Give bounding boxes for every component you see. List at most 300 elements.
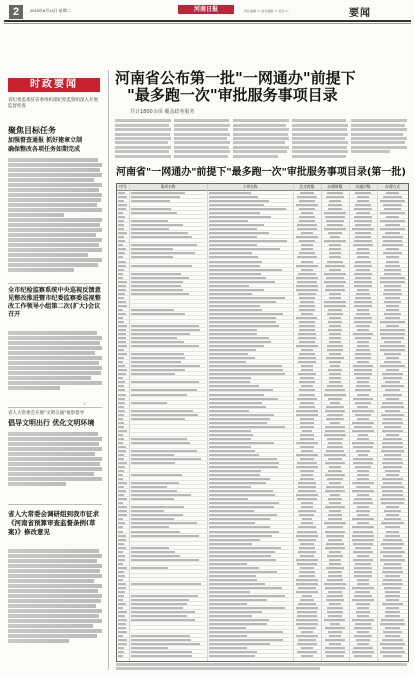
table-cell [354, 595, 371, 597]
table-cell [383, 539, 403, 541]
table-cell [354, 321, 372, 323]
table-cell [209, 450, 255, 452]
table-cell [296, 410, 318, 412]
column-separator [108, 70, 109, 670]
table-cell [209, 563, 247, 565]
table-cell [209, 353, 248, 355]
table-cell [118, 228, 124, 230]
table-cell [325, 474, 344, 476]
table-cell [118, 543, 124, 545]
table-cell [209, 212, 260, 214]
table-cell [299, 406, 315, 408]
table-cell [329, 381, 341, 383]
table-cell [131, 394, 187, 396]
table-cell [383, 377, 402, 379]
table-cell [118, 591, 125, 593]
table-cell [353, 647, 373, 649]
table-cell [301, 365, 314, 367]
table-cell [386, 192, 399, 194]
table-cell [385, 635, 400, 637]
table-cell [352, 599, 374, 601]
table-cell [297, 563, 317, 565]
table-cell [329, 248, 340, 250]
table-cell [209, 269, 282, 271]
table-cell [131, 414, 198, 416]
table-cell [386, 398, 400, 400]
table-cell [131, 510, 164, 512]
table-cell [327, 555, 343, 557]
table-cell [324, 394, 345, 396]
table-cell [209, 526, 270, 528]
table-cell [209, 607, 285, 609]
table-cell [352, 619, 373, 621]
table-cell [299, 571, 316, 573]
table-cell [354, 265, 372, 267]
table-cell [383, 196, 402, 198]
table-cell [296, 583, 319, 585]
table-cell [357, 583, 369, 585]
table-cell [328, 232, 343, 234]
table-cell [118, 418, 123, 420]
table-cell [301, 655, 314, 657]
table-cell [298, 603, 316, 605]
table-cell [353, 365, 374, 367]
table-cell [209, 446, 251, 448]
table-cell [209, 603, 247, 605]
table-cell [118, 220, 124, 222]
table-cell [118, 631, 127, 633]
table-cell [381, 337, 404, 339]
table-cell [296, 623, 319, 625]
table-cell [354, 317, 371, 319]
table-cell [326, 535, 345, 537]
table-cell [386, 248, 398, 250]
table-cell [329, 256, 341, 258]
table-cell [118, 377, 123, 379]
th-legal-limit: 法定时限 [299, 184, 315, 189]
table-cell [357, 200, 368, 202]
table-cell [131, 522, 197, 524]
table-cell [296, 289, 317, 291]
table-cell [118, 458, 124, 460]
table-cell [326, 285, 343, 287]
table-cell [326, 196, 345, 198]
table-cell [118, 559, 125, 561]
table-cell [354, 426, 372, 428]
table-cell [209, 402, 262, 404]
table-cell [301, 269, 313, 271]
table-cell [386, 256, 398, 258]
table-cell [356, 212, 370, 214]
table-cell [296, 635, 317, 637]
table-cell [118, 607, 123, 609]
table-cell [384, 285, 401, 287]
table-cell [384, 289, 401, 291]
table-cell [298, 510, 316, 512]
table-cell [328, 321, 342, 323]
table-cell [382, 639, 402, 641]
table-cell [382, 402, 404, 404]
table-cell [357, 381, 370, 383]
table-cell [131, 438, 187, 440]
table-cell [383, 204, 403, 206]
table-cell [328, 539, 343, 541]
masthead-logo: 河南日报 [178, 5, 234, 14]
table-cell [131, 583, 201, 585]
table-cell [326, 486, 345, 488]
table-cell [302, 430, 313, 432]
table-cell [131, 345, 199, 347]
table-cell [354, 305, 372, 307]
table-cell [326, 543, 345, 545]
table-cell [209, 615, 252, 617]
table-cell [131, 285, 181, 287]
table-cell [329, 466, 341, 468]
table-cell [118, 373, 126, 375]
table-cell [300, 446, 315, 448]
table-cell [298, 333, 316, 335]
table-cell [384, 563, 400, 565]
table-cell [131, 309, 174, 311]
table-cell [380, 365, 406, 367]
table-cell [131, 402, 167, 404]
table-cell [328, 208, 342, 210]
table-cell [325, 426, 344, 428]
table-cell [324, 301, 346, 303]
table-cell [354, 285, 373, 287]
table-cell [131, 655, 192, 657]
table-cell [385, 297, 400, 299]
table-cell [209, 200, 269, 202]
table-cell [209, 551, 275, 553]
table-cell [355, 297, 370, 299]
table-cell [357, 522, 369, 524]
story1-title-3: 确保整改各项任务如期完成 [8, 146, 81, 153]
table-cell [118, 389, 125, 391]
table-cell [131, 619, 195, 621]
table-cell [357, 438, 369, 440]
table-cell [357, 607, 369, 609]
th-index: 序号 [119, 184, 127, 189]
table-cell [355, 224, 371, 226]
table-cell [329, 502, 341, 504]
table-cell [353, 559, 374, 561]
table-cell [383, 394, 402, 396]
table-cell [131, 196, 180, 198]
table-cell [381, 502, 404, 504]
table-cell [118, 269, 124, 271]
header-rule [4, 20, 411, 22]
table-cell [329, 563, 340, 565]
table-cell [209, 539, 260, 541]
table-cell [356, 313, 369, 315]
table-cell [209, 555, 271, 557]
table-cell [131, 252, 195, 254]
table-cell [131, 369, 185, 371]
table-cell [118, 398, 125, 400]
table-cell [353, 244, 372, 246]
table-cell [209, 277, 266, 279]
table-cell [131, 526, 169, 528]
table-cell [327, 611, 343, 613]
table-cell [353, 543, 372, 545]
table-cell [301, 212, 313, 214]
table-cell [354, 301, 372, 303]
table-cell [380, 559, 405, 561]
table-cell [327, 607, 343, 609]
table-cell [327, 478, 344, 480]
table-cell [296, 236, 318, 238]
table-cell [325, 639, 346, 641]
table-cell [354, 575, 372, 577]
table-cell [118, 196, 127, 198]
table-cell [301, 349, 312, 351]
table-cell [118, 281, 127, 283]
table-cell [324, 583, 346, 585]
table-cell [118, 422, 124, 424]
table-cell [131, 236, 192, 238]
table-cell [209, 494, 275, 496]
table-cell [325, 547, 345, 549]
table-cell [328, 591, 341, 593]
table-cell [131, 244, 197, 246]
table-cell [385, 611, 400, 613]
table-cell [297, 651, 318, 653]
table-cell [209, 438, 251, 440]
table-cell [118, 655, 123, 657]
table-cell [118, 337, 126, 339]
table-cell [327, 526, 343, 528]
table-cell [380, 333, 405, 335]
table-cell [326, 277, 345, 279]
table-cell [118, 236, 124, 238]
table-cell [354, 567, 371, 569]
table-cell [118, 317, 123, 319]
table-cell [118, 285, 126, 287]
table-cell [118, 526, 123, 528]
table-cell [209, 462, 279, 464]
table-cell [380, 281, 406, 283]
table-cell [325, 289, 344, 291]
story4-body [8, 548, 102, 670]
table-cell [328, 470, 342, 472]
table-cell [209, 486, 251, 488]
table-cell [324, 240, 345, 242]
table-cell [355, 337, 370, 339]
table-cell [327, 385, 343, 387]
table-cell [299, 389, 314, 391]
table-cell [131, 333, 190, 335]
table-cell [209, 377, 251, 379]
table-cell [299, 240, 315, 242]
table-cell [384, 510, 402, 512]
table-cell [384, 208, 401, 210]
table-cell [300, 458, 313, 460]
table-cell [299, 208, 315, 210]
table-cell [131, 535, 199, 537]
table-cell [328, 398, 341, 400]
table-cell [118, 325, 127, 327]
table-cell [118, 216, 125, 218]
table-cell [383, 482, 402, 484]
table-cell [382, 571, 403, 573]
table-cell [357, 470, 370, 472]
table-cell [118, 522, 125, 524]
table-cell [209, 474, 260, 476]
table-cell [118, 575, 125, 577]
table-cell [209, 297, 285, 299]
table-cell [382, 422, 403, 424]
table-cell [209, 321, 276, 323]
table-cell [118, 289, 126, 291]
table-cell [381, 486, 404, 488]
table-cell [300, 402, 314, 404]
table-cell [131, 547, 169, 549]
table-cell [131, 293, 189, 295]
table-cell [356, 450, 370, 452]
table-cell [357, 361, 369, 363]
th-process-limit: 办理时限 [327, 184, 343, 189]
table-cell [118, 587, 126, 589]
table-cell [385, 265, 401, 267]
table-cell [384, 341, 401, 343]
table-cell [297, 228, 317, 230]
table-cell [296, 466, 319, 468]
table-cell [355, 192, 372, 194]
table-row [117, 654, 408, 658]
table-cell [382, 583, 404, 585]
table-cell [353, 551, 373, 553]
table-rows [117, 191, 408, 659]
table-cell [118, 265, 126, 267]
table-cell [118, 349, 124, 351]
table-cell [209, 365, 282, 367]
table-cell [328, 458, 343, 460]
story-column-3 [233, 118, 289, 162]
table-cell [209, 426, 285, 428]
table-cell [299, 514, 314, 516]
table-cell [383, 631, 402, 633]
table-cell [382, 603, 403, 605]
table-cell [131, 595, 198, 597]
table-cell [353, 446, 373, 448]
table-cell [385, 591, 400, 593]
story1-title-2: 加强督查通报 抓好建章立制 [8, 137, 83, 144]
th-item: 事项名称 [160, 184, 176, 189]
table-cell [330, 494, 341, 496]
table-cell [209, 196, 258, 198]
table-cell [299, 216, 315, 218]
table-cell [296, 535, 318, 537]
table-cell [357, 643, 368, 645]
table-cell [386, 506, 400, 508]
table-cell [381, 543, 404, 545]
table-cell [209, 579, 257, 581]
table-cell [355, 547, 371, 549]
table-cell [118, 414, 124, 416]
table-cell [209, 502, 279, 504]
table-cell [299, 220, 315, 222]
table-cell [357, 506, 370, 508]
table-cell [209, 301, 276, 303]
table-cell [327, 313, 343, 315]
table-cell [118, 297, 124, 299]
table-cell [118, 252, 125, 254]
table-cell [297, 398, 316, 400]
table-cell [118, 466, 125, 468]
table-cell [383, 579, 402, 581]
table-cell [131, 514, 183, 516]
table-cell [118, 273, 123, 275]
story3-body [8, 431, 102, 502]
table-cell [296, 559, 318, 561]
table-cell [301, 313, 313, 315]
table-cell [209, 232, 269, 234]
table-cell [300, 301, 314, 303]
table-cell [131, 256, 173, 258]
main-headline-line1: 河南省公布第一批"一网通办"前提下 [115, 69, 356, 87]
section-title: 要闻 [349, 8, 371, 19]
table-cell [329, 373, 342, 375]
table-cell [209, 305, 260, 307]
table-cell [326, 567, 344, 569]
table-cell [324, 273, 346, 275]
table-cell [329, 293, 342, 295]
table-cell [209, 265, 260, 267]
table-cell [300, 599, 313, 601]
table-cell [329, 341, 341, 343]
table-cell [357, 579, 370, 581]
table-cell [118, 277, 123, 279]
table-cell [328, 498, 342, 500]
table-cell [329, 200, 342, 202]
table-cell [118, 305, 127, 307]
table-cell [209, 587, 282, 589]
table-cell [131, 454, 174, 456]
table-cell [296, 414, 317, 416]
table-cell [382, 647, 404, 649]
table-cell [131, 490, 177, 492]
table-cell [383, 458, 403, 460]
table-cell [209, 317, 276, 319]
main-subhead: 共计1800余项 覆盖政务服务 [130, 109, 195, 115]
table-cell [385, 627, 400, 629]
table-cell [131, 647, 168, 649]
table-cell [118, 208, 126, 210]
table-cell [118, 518, 123, 520]
table-cell [327, 595, 343, 597]
table-cell [131, 192, 185, 194]
table-cell [357, 256, 370, 258]
table-cell [302, 595, 313, 597]
table-cell [325, 531, 345, 533]
table-cell [384, 587, 401, 589]
table-cell [209, 466, 278, 468]
table-cell [357, 406, 368, 408]
table-cell [386, 357, 399, 359]
table-cell [296, 494, 319, 496]
table-cell [328, 615, 343, 617]
table-cell [298, 526, 317, 528]
table-cell [209, 535, 272, 537]
table-cell [209, 571, 277, 573]
story-column-4 [292, 118, 348, 162]
table-cell [118, 494, 124, 496]
table-cell [131, 353, 184, 355]
table-cell [301, 385, 313, 387]
table-cell [209, 248, 280, 250]
main-headline-line2: "最多跑一次"审批服务事项目录 [127, 86, 338, 104]
